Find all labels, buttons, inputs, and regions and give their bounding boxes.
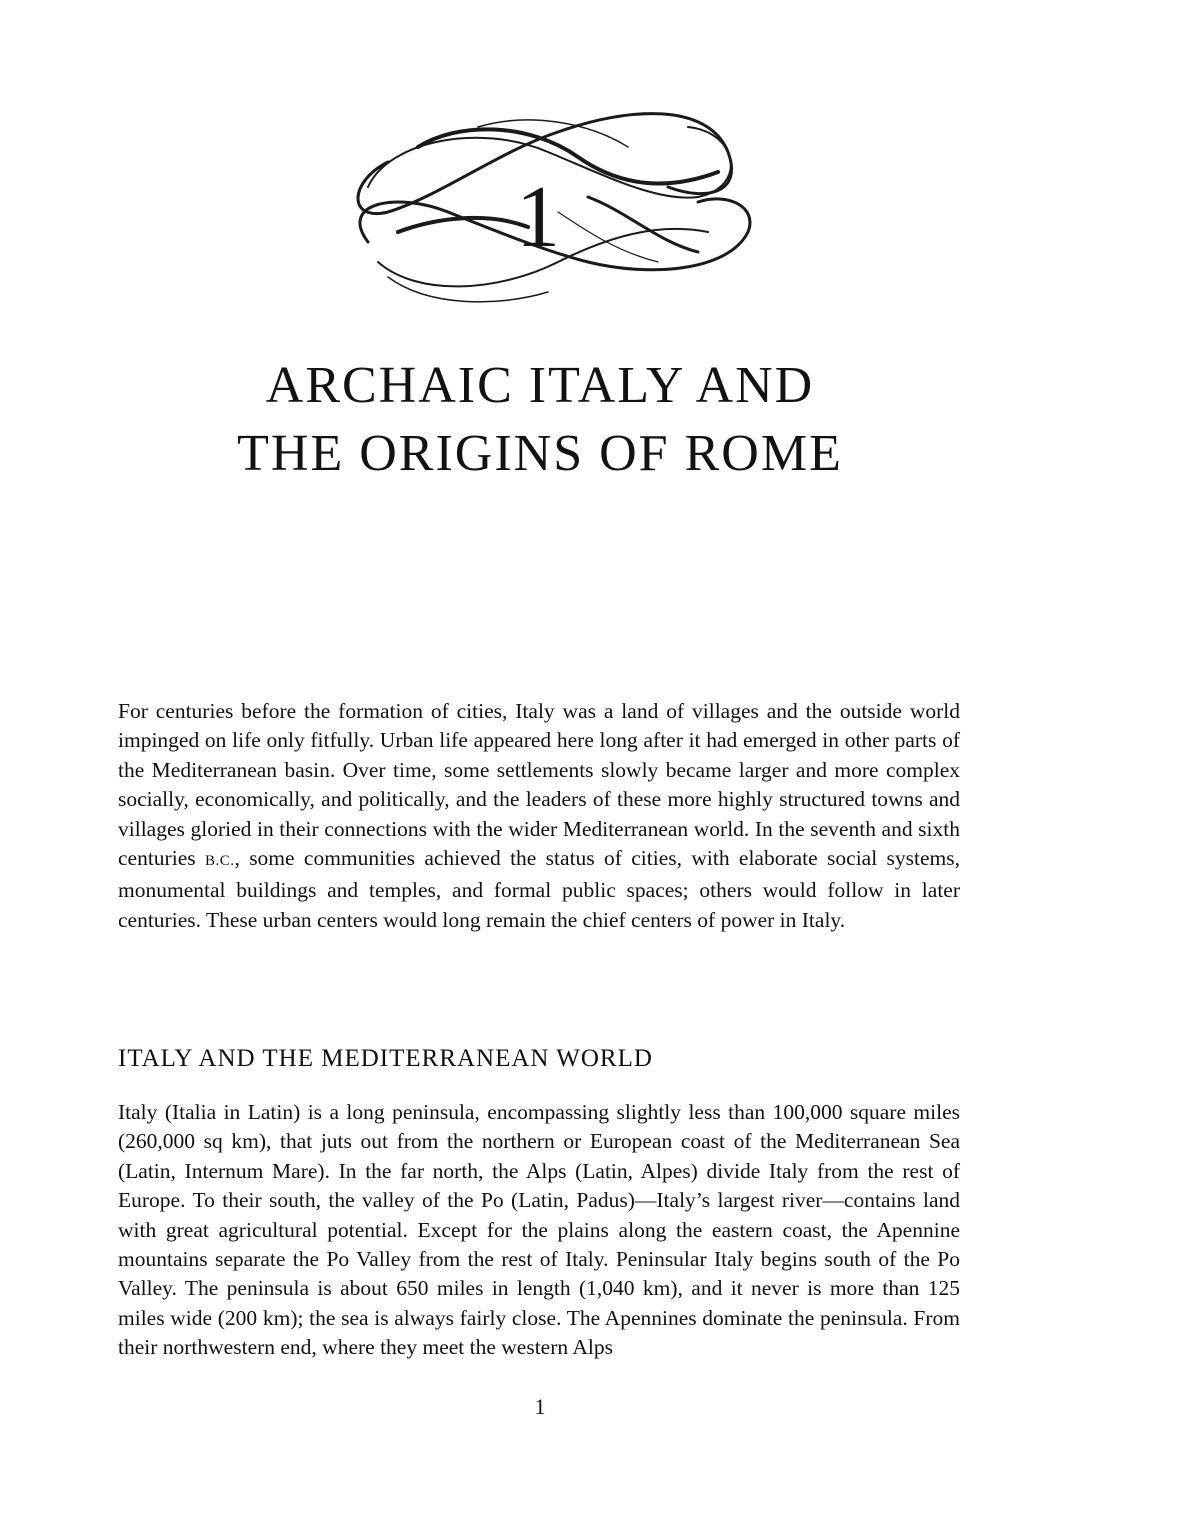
page-number: 1 (534, 1394, 546, 1419)
chapter-title-line-2: THE ORIGINS OF ROME (237, 425, 843, 482)
body-paragraph: Italy (Italia in Latin) is a long peninsula, encompassing slightly less than 100,000 square miles (260,000 sq km), that juts out from the northern or European coast of the Mediterranean Sea (Latin, Internum Mare). In the far north, the Alps (Latin, Alpes) divide Italy from the rest of Europe. To their south, the valley of the Po (Latin, Padus)—Italy’s largest river—contains land with great agricultural potential. Except for the plains along the eastern coast, the Apennine mountains separate the Po Valley from the rest of Italy. Peninsular Italy begins south of the Po Valley. The peninsula is about 650 miles in length (1,040 km), and it never is more than 125 miles wide (200 km); the sea is always fairly close. The Apennines dominate the peninsula. From their northwestern end, where they meet the western Alps (118, 1100, 960, 1360)
chapter-title (120, 352, 960, 488)
intro-text-part-2: , some communities achieved the status of cities, with elaborate social systems, monumental buildings and temples, and formal public spaces; others would follow in later centuries. These urban centers would long remain the chief centers of power in Italy. (118, 846, 960, 932)
chapter-title-line-1: ARCHAIC ITALY AND (265, 357, 815, 414)
section-heading: ITALY AND THE MEDITERRANEAN WORLD (118, 1045, 653, 1072)
intro-text-part-1: For centuries before the formation of cities, Italy was a land of villages and the outside world impinged on life only fitfully. Urban life appeared here long after it had emerged in other parts of the Mediterranean basin. Over time, some settlements slowly became larger and more complex socially, economically, and politically, and the leaders of these more highly structured towns and villages gloried in their connections with the wider Mediterranean world. In the seventh and sixth centuries (118, 699, 960, 871)
intro-paragraph (118, 697, 960, 935)
chapter-number: 1 (516, 169, 560, 266)
era-abbreviation: B.C. (204, 853, 235, 870)
